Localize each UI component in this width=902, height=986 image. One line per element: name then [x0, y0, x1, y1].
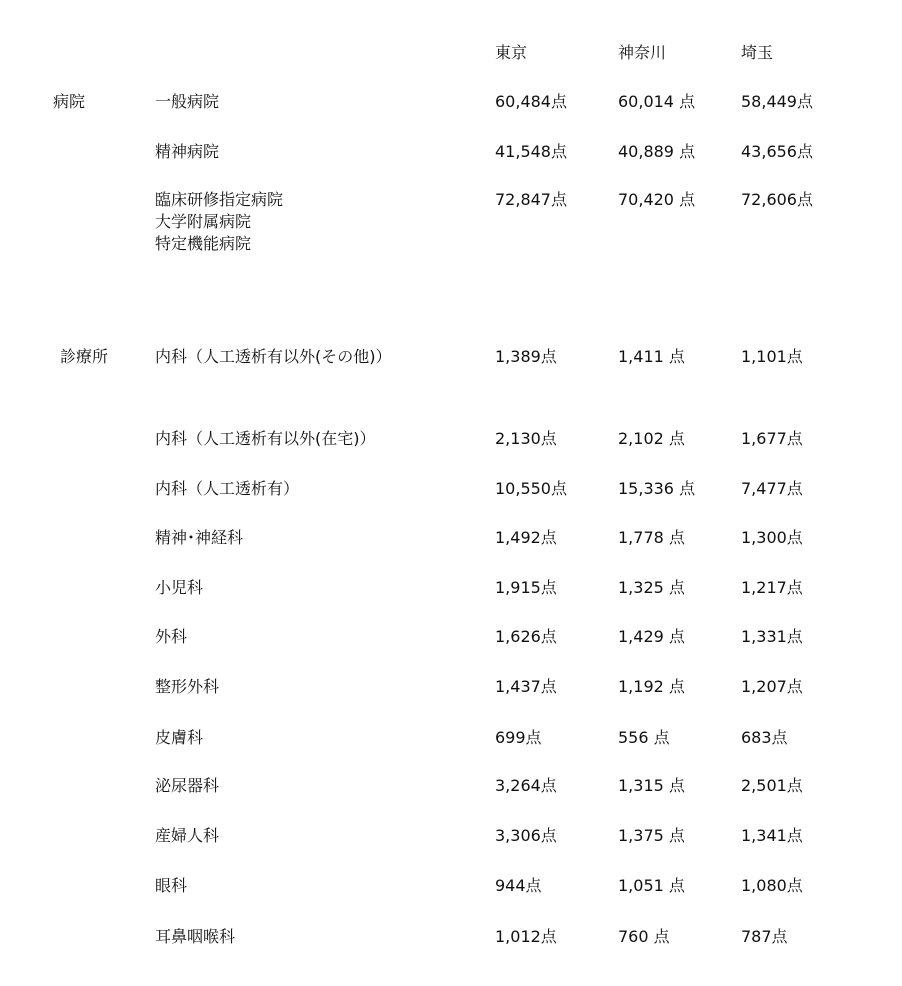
value-kanagawa: 1,411 点 — [618, 347, 685, 366]
row-name: 精神病院 — [155, 142, 220, 161]
value-saitama: 1,080点 — [741, 876, 803, 895]
row-name: 精神･神経科 — [155, 528, 244, 547]
row-name — [155, 189, 283, 255]
value-tokyo: 72,847点 — [495, 190, 567, 209]
value-kanagawa: 2,102 点 — [618, 429, 685, 448]
value-tokyo: 1,437点 — [495, 677, 557, 696]
header-saitama: 埼玉 — [741, 43, 774, 62]
row-name: 整形外科 — [155, 677, 220, 696]
value-kanagawa: 1,375 点 — [618, 826, 685, 845]
value-kanagawa: 760 点 — [618, 927, 670, 946]
value-tokyo: 10,550点 — [495, 479, 567, 498]
header-tokyo: 東京 — [495, 43, 528, 62]
value-saitama: 1,677点 — [741, 429, 803, 448]
row-name: 内科（人工透析有） — [155, 479, 300, 498]
value-tokyo: 3,306点 — [495, 826, 557, 845]
row-name: 皮膚科 — [155, 728, 204, 747]
value-saitama: 1,331点 — [741, 627, 803, 646]
value-tokyo: 1,389点 — [495, 347, 557, 366]
value-kanagawa: 1,429 点 — [618, 627, 685, 646]
value-saitama: 1,341点 — [741, 826, 803, 845]
row-name-line: 臨床研修指定病院 — [155, 190, 284, 209]
value-saitama: 1,207点 — [741, 677, 803, 696]
value-tokyo: 1,915点 — [495, 578, 557, 597]
row-name: 内科（人工透析有以外(在宅)） — [155, 429, 376, 448]
category-clinic: 診療所 — [60, 347, 109, 366]
value-kanagawa: 40,889 点 — [618, 142, 696, 161]
value-kanagawa: 1,315 点 — [618, 776, 685, 795]
header-kanagawa: 神奈川 — [618, 43, 667, 62]
value-kanagawa: 70,420 点 — [618, 190, 696, 209]
value-saitama: 1,101点 — [741, 347, 803, 366]
value-tokyo: 2,130点 — [495, 429, 557, 448]
value-saitama: 72,606点 — [741, 190, 813, 209]
value-tokyo: 1,012点 — [495, 927, 557, 946]
row-name-line: 特定機能病院 — [155, 234, 252, 253]
value-kanagawa: 556 点 — [618, 728, 670, 747]
row-name: 一般病院 — [155, 92, 220, 111]
category-hospital: 病院 — [53, 92, 86, 111]
value-tokyo: 944点 — [495, 876, 542, 895]
value-saitama: 1,217点 — [741, 578, 803, 597]
value-tokyo: 60,484点 — [495, 92, 567, 111]
value-saitama: 43,656点 — [741, 142, 813, 161]
value-tokyo: 1,626点 — [495, 627, 557, 646]
value-kanagawa: 60,014 点 — [618, 92, 696, 111]
row-name: 耳鼻咽喉科 — [155, 927, 236, 946]
row-name: 内科（人工透析有以外(その他)） — [155, 347, 392, 366]
row-name: 泌尿器科 — [155, 776, 220, 795]
row-name: 眼科 — [155, 876, 188, 895]
row-name: 小児科 — [155, 578, 204, 597]
row-name: 外科 — [155, 627, 188, 646]
value-tokyo: 699点 — [495, 728, 542, 747]
value-tokyo: 41,548点 — [495, 142, 567, 161]
value-saitama: 683点 — [741, 728, 788, 747]
row-name: 産婦人科 — [155, 826, 220, 845]
value-saitama: 787点 — [741, 927, 788, 946]
value-saitama: 1,300点 — [741, 528, 803, 547]
value-kanagawa: 1,325 点 — [618, 578, 685, 597]
value-tokyo: 3,264点 — [495, 776, 557, 795]
value-kanagawa: 1,778 点 — [618, 528, 685, 547]
value-kanagawa: 15,336 点 — [618, 479, 696, 498]
value-tokyo: 1,492点 — [495, 528, 557, 547]
value-saitama: 7,477点 — [741, 479, 803, 498]
row-name-line: 大学附属病院 — [155, 212, 252, 231]
value-saitama: 2,501点 — [741, 776, 803, 795]
value-kanagawa: 1,051 点 — [618, 876, 685, 895]
value-saitama: 58,449点 — [741, 92, 813, 111]
value-kanagawa: 1,192 点 — [618, 677, 685, 696]
